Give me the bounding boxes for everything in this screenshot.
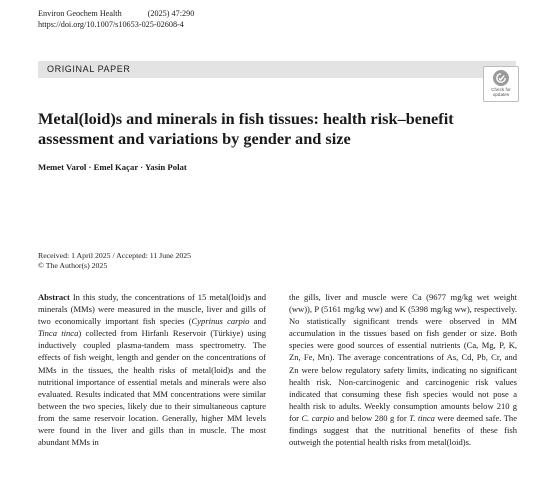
species-name: C. carpio [301,412,335,423]
species-name: Tinca tinca [38,328,79,339]
journal-citation: (2025) 47:290 [147,9,195,18]
section-label: ORIGINAL PAPER [47,64,131,74]
doi-link[interactable]: https://doi.org/10.1007/s10653-025-02608-4 [38,20,184,29]
section-label-bar [38,61,516,78]
check-for-updates-label: Check for updates [491,87,511,98]
abstract-right-column: the gills, liver and muscle were Ca (9677 mg/kg wet weight (ww)), P (5161 mg/kg ww) and K (5398 mg/kg ww), respectively. No statistically significant trends were observed in MM accumulation in the tissues based on fish gender or size. Both species were good sources of essential nutrients (Ca, Mg, P, K, Zn, Fe, Mn). The average concentrations of As, Cd, Pb, Cr, and Zn were below regulatory safety limits, indicating no significant health risk. Non-carcinogenic and carcinogenic risk values indicated that consuming these fish species would not pose a health risk to adults. Weekly consumption amounts below 210 g for C. carpio and below 280 g for T. tinca were deemed safe. The findings suggest that the nutritional benefits of these fish outweigh the potential health risks from metal(loid)s. [289,292,517,448]
species-name: Cyprinus carpio [191,316,250,327]
article-title: Metal(loid)s and minerals in fish tissues: health risk–benefit assessment and variations by gender and size [38,109,454,148]
journal-header [38,8,194,30]
check-for-updates-icon [493,70,509,86]
check-for-updates-badge[interactable] [483,66,519,102]
abstract-left-column: Abstract In this study, the concentrations of 15 metal(loid)s and minerals (MMs) were measured in the muscle, liver and gills of two economically important fish species (Cyprinus carpio and Tinca tinca) collected from Hirfanlı Reservoir (Türkiye) using inductively coupled plasma-tandem mass spectrometry. The effects of fish weight, length and gender on the concentrations of MMs in the tissues, the health risks of metal(loid)s and the nutritional importance of essential metals and minerals were also evaluated. Results indicated that MM concentrations were similar between the two species, likely due to their simultaneous capture from the same reservoir location. Generally, higher MM levels were found in the liver and gills than in muscle. The most abundant MMs in [38,292,266,448]
authors: Memet Varol · Emel Kaçar · Yasin Polat [38,162,187,172]
received-accepted: Received: 1 April 2025 / Accepted: 11 June 2025 [38,251,192,260]
species-name: T. tinca [409,412,435,423]
abstract-heading: Abstract [38,292,70,302]
copyright: © The Author(s) 2025 [38,261,108,270]
journal-name: Environ Geochem Health [38,9,122,18]
article-dates [38,251,191,271]
